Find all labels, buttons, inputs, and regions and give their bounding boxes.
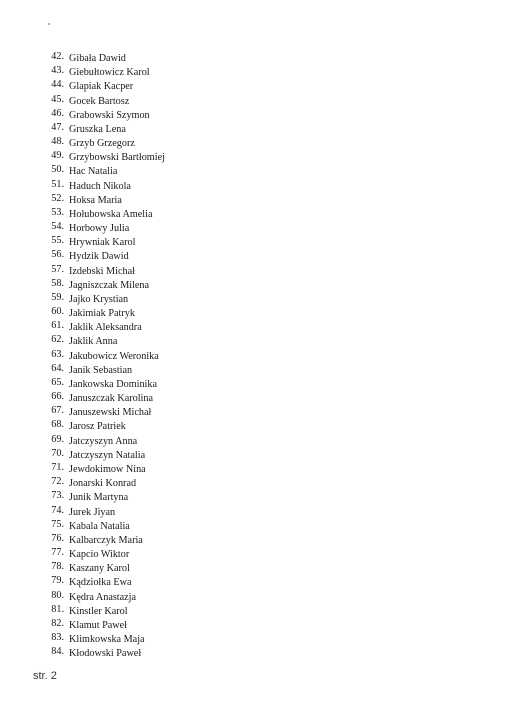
entry-number: 51. (51, 178, 64, 190)
entry-number: 65. (51, 376, 64, 388)
entry-number: 46. (51, 107, 64, 119)
entry-number: 82. (51, 617, 64, 629)
entry-number: 58. (51, 277, 64, 289)
entry-name: Horbowy Julia (69, 223, 130, 235)
entry-name: Izdebski Michał (69, 265, 135, 277)
entry-number: 60. (51, 306, 64, 318)
entry-number: 57. (51, 263, 64, 275)
entry-number: 63. (51, 348, 64, 360)
entry-number: 61. (51, 320, 64, 332)
entry-name: Jatczyszyn Anna (69, 435, 138, 447)
entry-number: 53. (51, 206, 64, 218)
entry-name: Jatczyszyn Natalia (69, 449, 146, 461)
entry-number: 84. (51, 646, 64, 658)
entry-name: Jonarski Konrad (69, 478, 137, 490)
entry-number: 81. (51, 603, 64, 615)
entry-number: 54. (51, 221, 64, 233)
entry-number: 72. (51, 476, 64, 488)
entry-name: Jaklik Aleksandra (69, 322, 142, 334)
entry-number: 79. (51, 575, 64, 587)
entry-number: 83. (51, 632, 64, 644)
entry-name: Jagniszczak Milena (69, 279, 150, 291)
entry-number: 64. (51, 362, 64, 374)
entry-name: Grzybowski Bartłomiej (69, 152, 165, 164)
entry-number: 48. (51, 136, 64, 148)
entry-name: Januszczak Karolina (69, 393, 154, 405)
entry-name: Kinstler Karol (69, 605, 128, 617)
entry-name: Haduch Nikola (69, 180, 131, 192)
name-list (30, 52, 165, 661)
entry-number: 71. (51, 461, 64, 473)
entry-name: Hydzik Dawid (69, 251, 129, 263)
entry-number: 42. (51, 51, 64, 62)
entry-name: Gibała Dawid (69, 53, 126, 64)
entry-name: Hoksa Maria (69, 194, 122, 206)
entry-name: Jajko Krystian (69, 293, 129, 305)
entry-name: Janik Sebastian (69, 364, 133, 376)
entry-number: 68. (51, 419, 64, 431)
entry-name: Kędra Anastazja (69, 591, 137, 603)
entry-name: Kaszany Karol (69, 563, 130, 575)
entry-name: Jankowska Dominika (69, 378, 157, 390)
entry-name: Jaklik Anna (69, 336, 118, 348)
entry-name: Kądziołka Ewa (69, 577, 132, 589)
entry-number: 78. (51, 561, 64, 573)
entry-name: Jarosz Patriek (69, 421, 126, 433)
entry-name: Gruszka Lena (69, 123, 126, 135)
entry-number: 44. (51, 79, 64, 91)
entry-name: Kapcio Wiktor (69, 549, 130, 561)
entry-name: Hac Natalia (69, 166, 118, 178)
entry-number: 73. (51, 490, 64, 502)
entry-name: Januszewski Michał (69, 407, 152, 419)
entry-name: Glapiak Kacper (69, 81, 134, 93)
entry-number: 80. (51, 589, 64, 601)
scan-dot (48, 23, 50, 25)
entry-name: Klimkowska Maja (69, 634, 145, 646)
entry-name: Junik Martyna (69, 492, 129, 504)
entry-name: Kabala Natalia (69, 520, 130, 532)
entry-number: 67. (51, 405, 64, 417)
entry-name: Jurek Jiyan (69, 506, 116, 518)
entry-number: 75. (51, 518, 64, 530)
entry-number: 76. (51, 532, 64, 544)
entry-number: 62. (51, 334, 64, 346)
entry-name: Jewdokimow Nina (69, 463, 146, 475)
entry-number: 56. (51, 249, 64, 261)
entry-name: Jakubowicz Weronika (69, 350, 159, 362)
entry-name: Kalbarczyk Maria (69, 534, 143, 546)
entry-number: 47. (51, 121, 64, 133)
entry-number: 50. (51, 164, 64, 176)
entry-name: Hołubowska Amelia (69, 208, 153, 220)
entry-number: 49. (51, 150, 64, 162)
entry-name: Grzyb Grzegorz (69, 138, 135, 150)
entry-number: 69. (51, 433, 64, 445)
entry-number: 43. (51, 65, 64, 77)
page-number: str. 2 (33, 670, 57, 682)
list-item (30, 647, 165, 661)
entry-number: 52. (51, 192, 64, 204)
entry-number: 55. (51, 235, 64, 247)
entry-number: 59. (51, 291, 64, 303)
entry-name: Hrywniak Karol (69, 237, 136, 249)
entry-name: Grabowski Szymon (69, 109, 150, 121)
entry-name: Klamut Paweł (69, 619, 128, 631)
entry-name: Jakimiak Patryk (69, 308, 135, 320)
entry-number: 77. (51, 547, 64, 559)
entry-number: 66. (51, 391, 64, 403)
entry-number: 70. (51, 447, 64, 459)
entry-number: 45. (51, 93, 64, 105)
entry-number: 74. (51, 504, 64, 516)
entry-name: Gocek Bartosz (69, 95, 130, 107)
entry-name: Giebułtowicz Karol (69, 67, 150, 79)
entry-name: Kłodowski Paweł (69, 648, 142, 660)
